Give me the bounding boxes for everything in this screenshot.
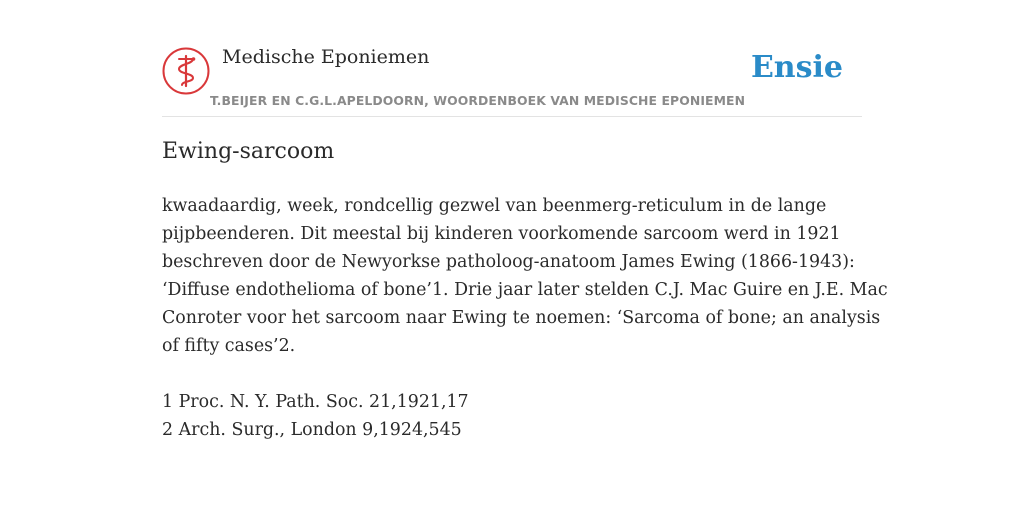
paragraph-line: pijpbeenderen. Dit meestal bij kinderen voorkomende sarcoom werd in 1921 [162, 224, 841, 244]
caduceus-icon[interactable] [162, 47, 210, 95]
paragraph-gap [162, 360, 867, 388]
paragraph-line: ‘Diffuse endothelioma of bone’1. Drie jaar later stelden C.J. Mac Guire en J.E. Mac [162, 280, 888, 300]
paragraph-line: of fifty cases’2. [162, 336, 296, 356]
entry-title: Ewing-sarcoom [162, 139, 335, 164]
header [162, 44, 862, 117]
reference-item: 1 Proc. N. Y. Path. Soc. 21,1921,17 [162, 392, 469, 412]
brand-logo[interactable]: Ensie [750, 50, 843, 85]
paragraph-line: Conroter voor het sarcoom naar Ewing te noemen: ‘Sarcoma of bone; an analysis [162, 308, 881, 328]
paragraph-line: kwaadaardig, week, rondcellig gezwel van beenmerg-reticulum in de lange [162, 196, 827, 216]
source-title[interactable]: Medische Eponiemen [222, 46, 430, 68]
reference-item: 2 Arch. Surg., London 9,1924,545 [162, 420, 462, 440]
source-authors: T.BEIJER EN C.G.L.APELDOORN, WOORDENBOEK VAN MEDISCHE EPONIEMEN [210, 93, 746, 108]
paragraph-line: beschreven door de Newyorkse patholoog-anatoom James Ewing (1866-1943): [162, 252, 855, 272]
entry-body [162, 192, 888, 444]
